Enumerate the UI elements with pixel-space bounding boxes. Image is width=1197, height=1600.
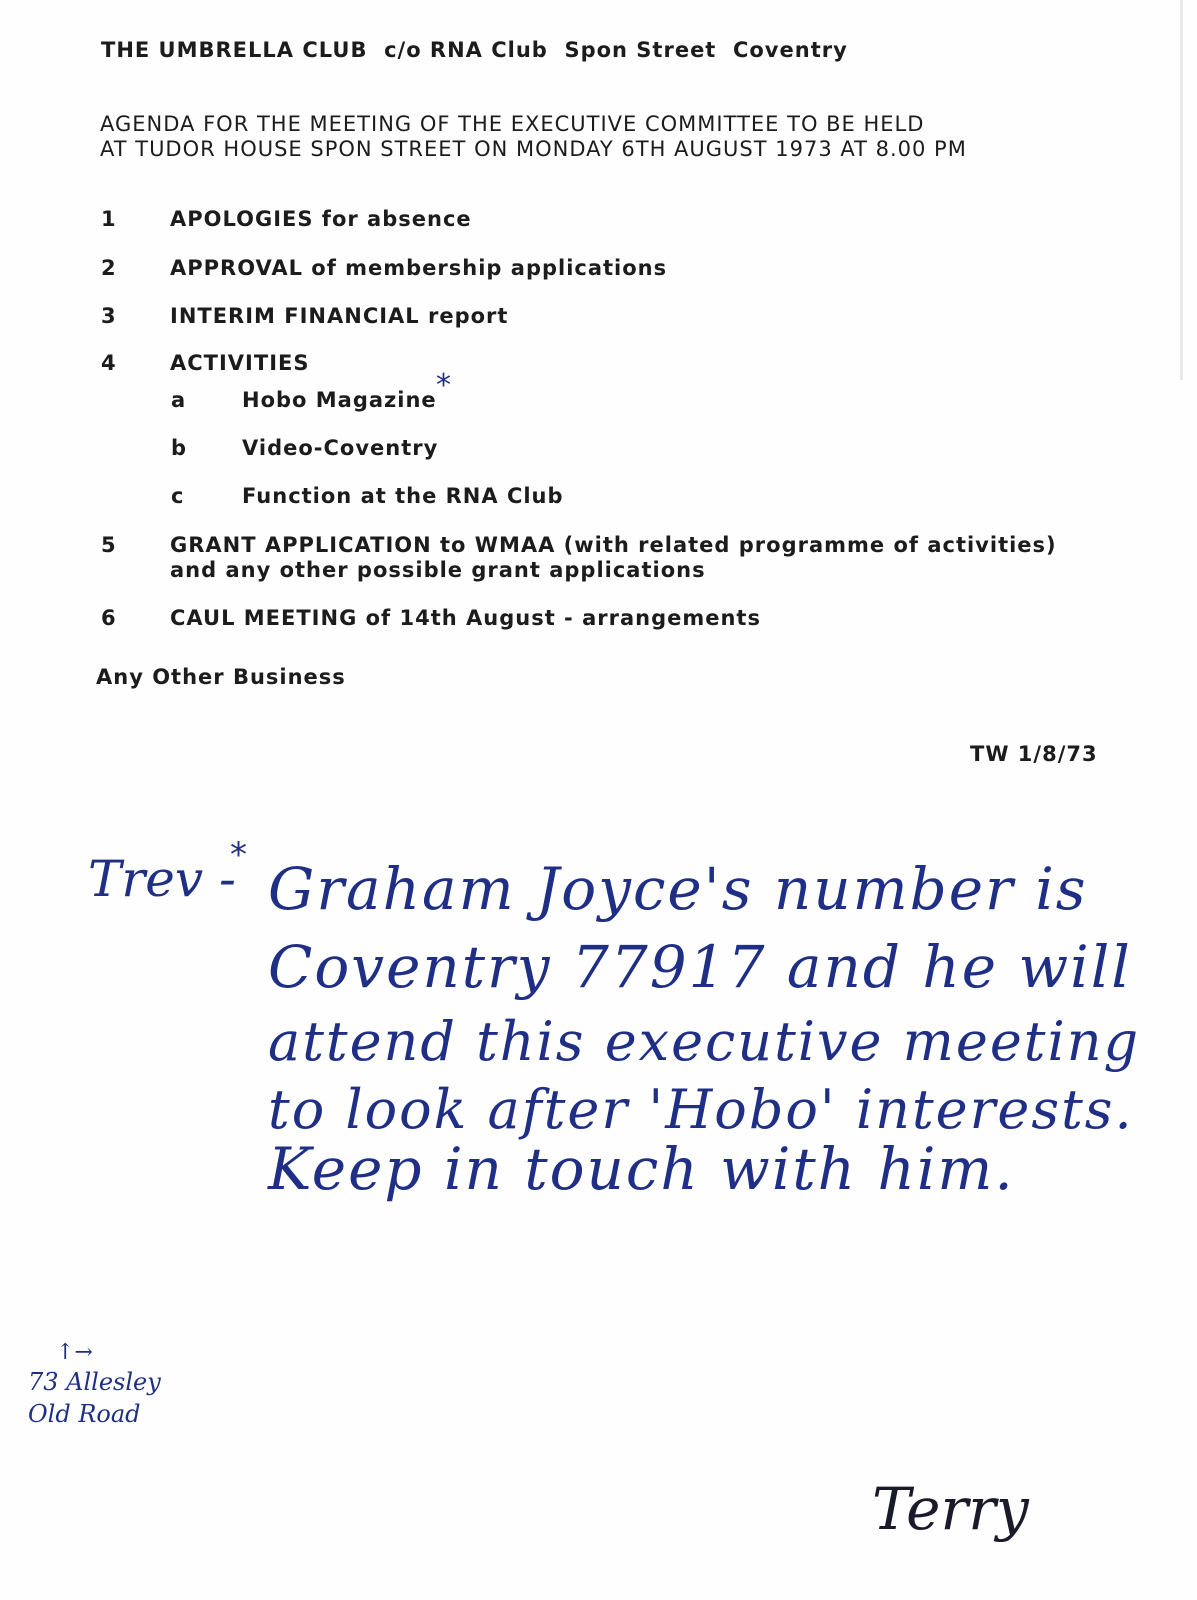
item-number: 2 bbox=[101, 256, 117, 280]
sub-item-text: Function at the RNA Club bbox=[242, 484, 564, 508]
sub-item-letter: c bbox=[171, 484, 185, 508]
item-text-continued: and any other possible grant applications bbox=[170, 558, 706, 582]
letterhead: THE UMBRELLA CLUB c/o RNA Club Spon Street Coventry bbox=[101, 38, 848, 62]
handwritten-line: Keep in touch with him. bbox=[268, 1135, 1015, 1203]
typed-signoff: TW 1/8/73 bbox=[970, 742, 1098, 766]
item-text: GRANT APPLICATION to WMAA (with related programme of activities) bbox=[170, 533, 1057, 557]
handwritten-address-line: 73 Allesley bbox=[28, 1368, 161, 1396]
handwritten-line: attend this executive meeting bbox=[268, 1010, 1141, 1073]
agenda-title-line-2: AT TUDOR HOUSE SPON STREET ON MONDAY 6TH AUGUST 1973 AT 8.00 PM bbox=[100, 137, 967, 161]
item-number: 5 bbox=[101, 533, 117, 557]
sub-item-text: Video-Coventry bbox=[242, 436, 439, 460]
item-number: 3 bbox=[101, 304, 117, 328]
item-number: 1 bbox=[101, 207, 117, 231]
handwritten-star: * bbox=[230, 835, 247, 875]
item-number: 4 bbox=[101, 351, 117, 375]
item-text: INTERIM FINANCIAL report bbox=[170, 304, 509, 328]
sub-item-text: Hobo Magazine bbox=[242, 388, 437, 412]
handwritten-greeting: Trev - bbox=[88, 850, 236, 908]
any-other-business: Any Other Business bbox=[96, 665, 346, 689]
signature: Terry bbox=[872, 1475, 1029, 1543]
handwritten-address-line: Old Road bbox=[28, 1400, 141, 1428]
arrow-icon: ↑→ bbox=[56, 1340, 93, 1365]
agenda-title bbox=[100, 112, 967, 162]
scan-edge-shadow bbox=[1180, 0, 1183, 380]
item-number: 6 bbox=[101, 606, 117, 630]
sub-item-letter: a bbox=[171, 388, 187, 412]
handwritten-line: Coventry 77917 and he will bbox=[268, 933, 1132, 1001]
agenda-title-line-1: AGENDA FOR THE MEETING OF THE EXECUTIVE COMMITTEE TO BE HELD bbox=[100, 112, 925, 136]
item-text: ACTIVITIES bbox=[170, 351, 310, 375]
item-text: APPROVAL of membership applications bbox=[170, 256, 668, 280]
handwritten-star: * bbox=[436, 368, 451, 403]
item-text: CAUL MEETING of 14th August - arrangements bbox=[170, 606, 761, 630]
item-text: APOLOGIES for absence bbox=[170, 207, 472, 231]
handwritten-line: to look after 'Hobo' interests. bbox=[268, 1078, 1134, 1141]
handwritten-line: Graham Joyce's number is bbox=[268, 855, 1088, 923]
sub-item-letter: b bbox=[171, 436, 188, 460]
